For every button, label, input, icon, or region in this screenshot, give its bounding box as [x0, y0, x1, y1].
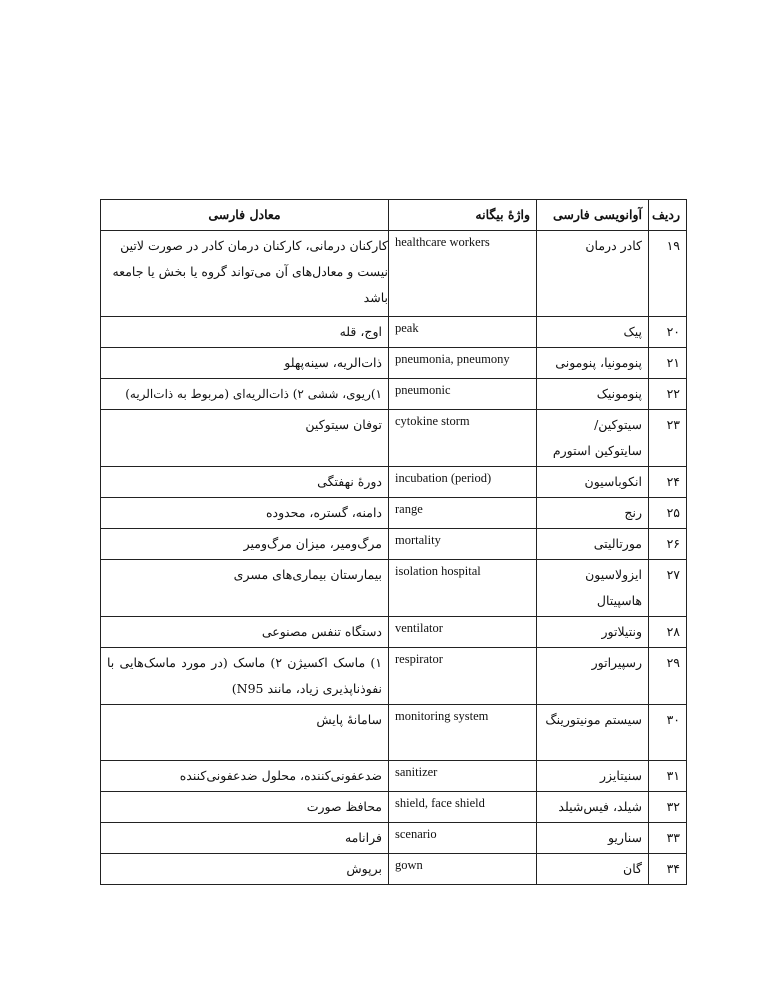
row-transliteration: انکوباسیون: [537, 467, 649, 498]
row-persian-equivalent: کارکنان درمانی، کارکنان درمان کادر در صورت لاتین نیست و معادل‌های آن می‌تواند گروه یا بخش یا جامعه باشد: [101, 231, 389, 317]
row-num: ۲۹: [649, 648, 687, 705]
table-row: [101, 348, 687, 379]
row-foreign-word: healthcare workers: [389, 231, 537, 317]
row-transliteration: کادر درمان: [537, 231, 649, 317]
row-persian-equivalent: ذات‌الریه، سینه‌پهلو: [101, 348, 389, 379]
row-persian-equivalent: ضدعفونی‌کننده، محلول ضدعفونی‌کننده: [101, 761, 389, 792]
row-foreign-word: incubation (period): [389, 467, 537, 498]
row-transliteration: پنومونیا، پنومونی: [537, 348, 649, 379]
row-persian-equivalent: دستگاه تنفس مصنوعی: [101, 617, 389, 648]
row-foreign-word: peak: [389, 317, 537, 348]
table-row: [101, 648, 687, 705]
table-row: [101, 823, 687, 854]
table-row: [101, 231, 687, 317]
row-persian-equivalent: سامانهٔ پایش: [101, 705, 389, 761]
row-foreign-word: isolation hospital: [389, 560, 537, 617]
row-num: ۳۴: [649, 854, 687, 885]
row-persian-equivalent: بیمارستان بیماری‌های مسری: [101, 560, 389, 617]
row-num: ۲۷: [649, 560, 687, 617]
row-persian-equivalent: توفان سیتوکین: [101, 410, 389, 467]
row-persian-equivalent: ۱)ریوی، ششی ۲) ذات‌الریه‌ای (مربوط به ذات‌الریه): [101, 379, 389, 410]
row-foreign-word: respirator: [389, 648, 537, 705]
row-num: ۱۹: [649, 231, 687, 317]
row-foreign-word: monitoring system: [389, 705, 537, 761]
row-foreign-word: scenario: [389, 823, 537, 854]
header-num: ردیف: [649, 200, 687, 231]
header-row: [101, 200, 687, 231]
row-transliteration: ونتیلاتور: [537, 617, 649, 648]
row-num: ۳۳: [649, 823, 687, 854]
table-header: [101, 200, 687, 231]
table-row: [101, 498, 687, 529]
row-transliteration: پیک: [537, 317, 649, 348]
row-persian-equivalent: فرانامه: [101, 823, 389, 854]
table-row: [101, 410, 687, 467]
row-persian-equivalent: دامنه، گستره، محدوده: [101, 498, 389, 529]
row-foreign-word: gown: [389, 854, 537, 885]
table-row: [101, 761, 687, 792]
table-row: [101, 467, 687, 498]
table-body: [101, 231, 687, 885]
row-foreign-word: ventilator: [389, 617, 537, 648]
row-num: ۳۲: [649, 792, 687, 823]
row-num: ۲۳: [649, 410, 687, 467]
row-transliteration: سنیتایزر: [537, 761, 649, 792]
row-num: ۳۰: [649, 705, 687, 761]
row-transliteration: شیلد، فیس‌شیلد: [537, 792, 649, 823]
table-row: [101, 617, 687, 648]
row-transliteration: سناریو: [537, 823, 649, 854]
row-persian-equivalent: محافظ صورت: [101, 792, 389, 823]
table-row: [101, 317, 687, 348]
row-transliteration: مورتالیتی: [537, 529, 649, 560]
row-persian-equivalent: اوج، قله: [101, 317, 389, 348]
row-num: ۲۵: [649, 498, 687, 529]
row-transliteration: پنومونیک: [537, 379, 649, 410]
table-row: [101, 379, 687, 410]
table-row: [101, 560, 687, 617]
table-row: [101, 529, 687, 560]
row-transliteration: گان: [537, 854, 649, 885]
row-foreign-word: shield, face shield: [389, 792, 537, 823]
row-transliteration: سیتوکین/ سایتوکین استورم: [537, 410, 649, 467]
table-row: [101, 854, 687, 885]
row-num: ۲۲: [649, 379, 687, 410]
row-transliteration: ایزولاسیون هاسپیتال: [537, 560, 649, 617]
row-transliteration: رنج: [537, 498, 649, 529]
row-foreign-word: pneumonic: [389, 379, 537, 410]
row-persian-equivalent: برپوش: [101, 854, 389, 885]
row-foreign-word: pneumonia, pneumony: [389, 348, 537, 379]
row-num: ۲۴: [649, 467, 687, 498]
row-persian-equivalent: مرگ‌ومیر، میزان مرگ‌ومیر: [101, 529, 389, 560]
header-transliteration: آوانویسی فارسی: [537, 200, 649, 231]
row-num: ۲۶: [649, 529, 687, 560]
row-transliteration: سیستم مونیتورینگ: [537, 705, 649, 761]
row-foreign-word: sanitizer: [389, 761, 537, 792]
row-num: ۲۱: [649, 348, 687, 379]
table-row: [101, 792, 687, 823]
row-num: ۳۱: [649, 761, 687, 792]
row-num: ۲۰: [649, 317, 687, 348]
row-transliteration: رسپیراتور: [537, 648, 649, 705]
header-foreign-word: واژهٔ بیگانه: [389, 200, 537, 231]
row-persian-equivalent: دورهٔ نهفتگی: [101, 467, 389, 498]
row-foreign-word: mortality: [389, 529, 537, 560]
row-num: ۲۸: [649, 617, 687, 648]
row-foreign-word: range: [389, 498, 537, 529]
row-persian-equivalent: ۱) ماسک اکسیژن ۲) ماسک (در مورد ماسک‌هایی با نفوذناپذیری زیاد، مانند N95): [101, 648, 389, 705]
row-foreign-word: cytokine storm: [389, 410, 537, 467]
header-persian-equivalent: معادل فارسی: [101, 200, 389, 231]
glossary-table: [100, 199, 687, 885]
table-row: [101, 705, 687, 761]
